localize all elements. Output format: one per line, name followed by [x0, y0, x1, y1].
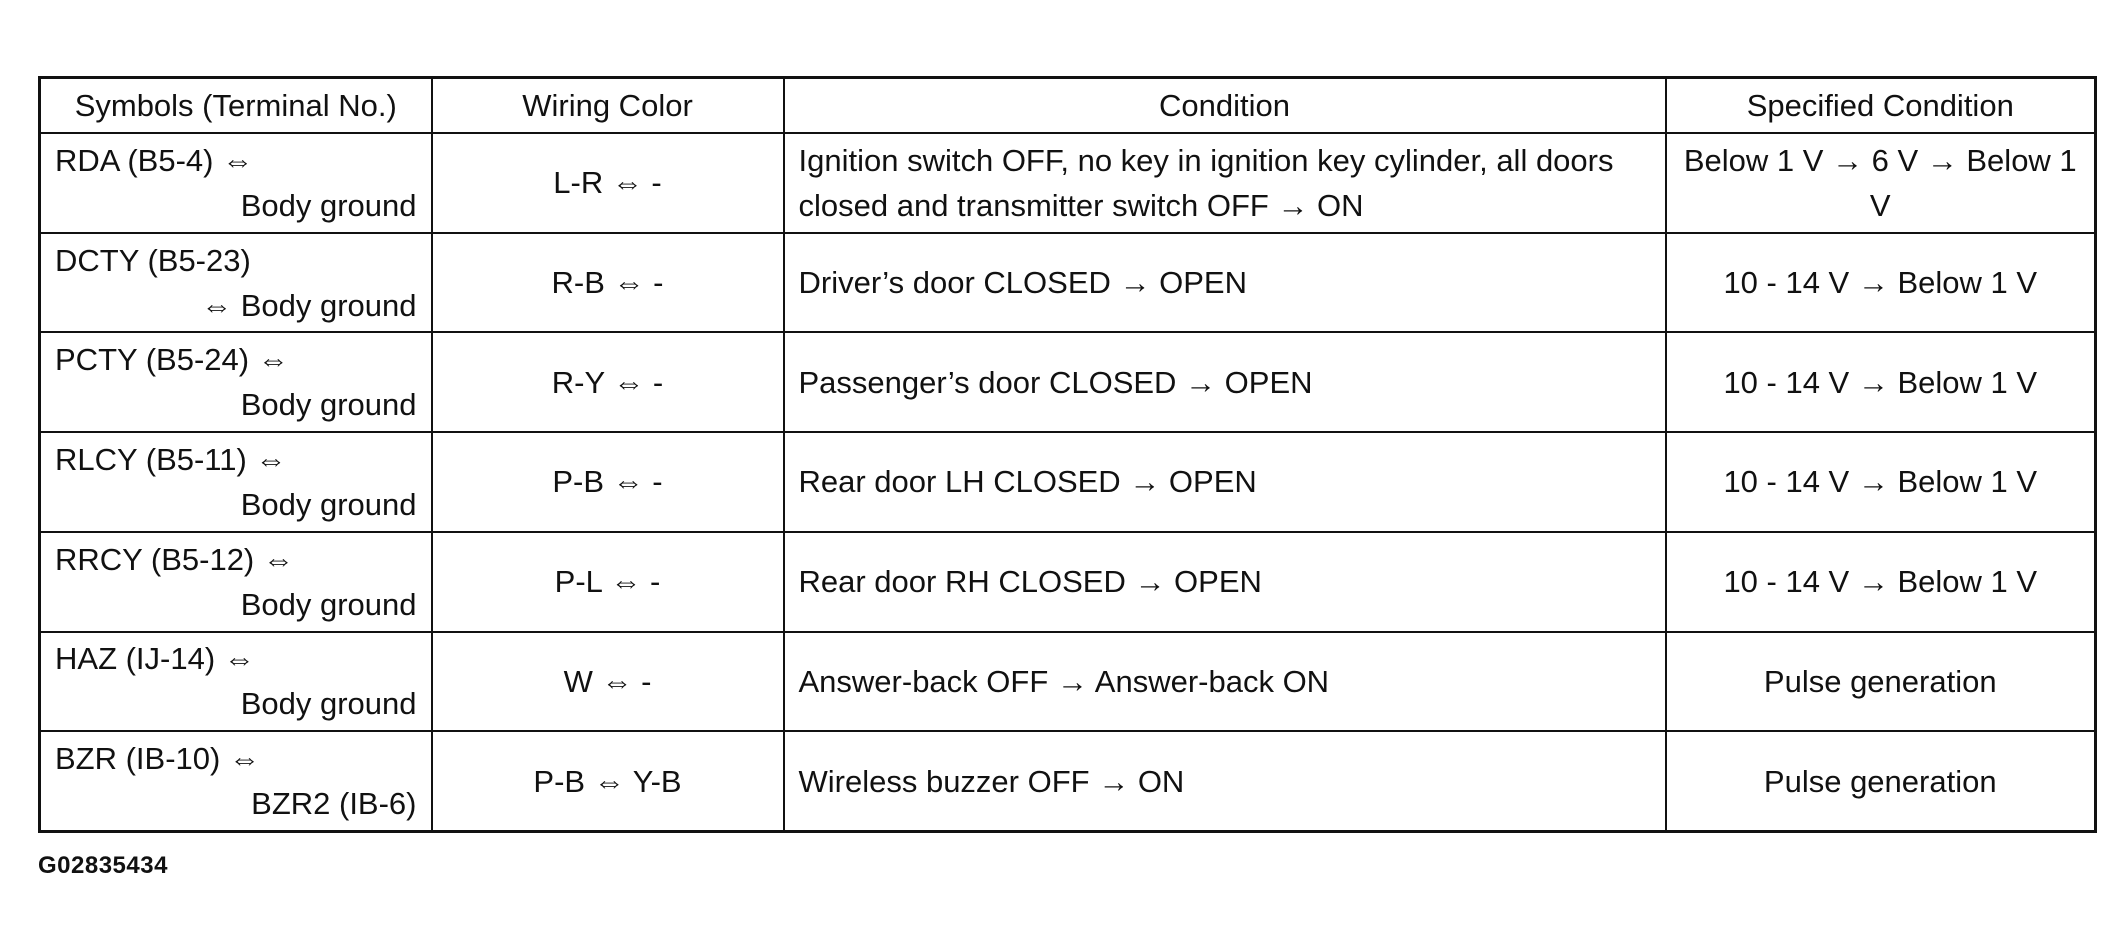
figure-id-label: G02835434 — [38, 852, 168, 879]
terminal-spec-table — [38, 76, 2097, 833]
specified-condition-cell: Below 1 V → 6 V → Below 1 V — [1666, 133, 2096, 233]
table-row — [40, 731, 2096, 831]
condition-cell: Rear door RH CLOSED → OPEN — [784, 532, 1666, 632]
condition-cell: Rear door LH CLOSED → OPEN — [784, 432, 1666, 532]
symbol-terminal: HAZ (IJ-14) ⇔ — [55, 641, 255, 677]
table-row — [40, 233, 2096, 333]
symbol-terminal: RDA (B5-4) ⇔ — [55, 142, 254, 178]
header-condition: Condition — [784, 78, 1666, 134]
condition-cell: Answer-back OFF → Answer-back ON — [784, 632, 1666, 732]
symbol-terminal: BZR (IB-10) ⇔ — [55, 741, 260, 777]
wiring-color-cell: R-Y ⇔ - — [432, 332, 784, 432]
specified-condition-cell: 10 - 14 V → Below 1 V — [1666, 233, 2096, 333]
wiring-color-cell: R-B ⇔ - — [432, 233, 784, 333]
table-row — [40, 632, 2096, 732]
table-header-row — [40, 78, 2096, 134]
symbol-cell — [40, 233, 432, 333]
symbol-ground: BZR2 (IB-6) — [251, 786, 417, 822]
header-symbols: Symbols (Terminal No.) — [40, 78, 432, 134]
condition-cell: Wireless buzzer OFF → ON — [784, 731, 1666, 831]
table-row — [40, 532, 2096, 632]
symbol-terminal: RRCY (B5-12) ⇔ — [55, 541, 294, 577]
symbol-ground: Body ground — [240, 586, 417, 622]
specified-condition-cell: 10 - 14 V → Below 1 V — [1666, 432, 2096, 532]
symbol-ground: ⇔ Body ground — [201, 287, 417, 323]
symbol-cell — [40, 332, 432, 432]
table-row — [40, 133, 2096, 233]
condition-cell: Passenger’s door CLOSED → OPEN — [784, 332, 1666, 432]
wiring-color-cell: L-R ⇔ - — [432, 133, 784, 233]
table-row — [40, 332, 2096, 432]
symbol-ground: Body ground — [240, 486, 417, 522]
wiring-color-cell: P-B ⇔ - — [432, 432, 784, 532]
symbol-cell — [40, 632, 432, 732]
specified-condition-cell: Pulse generation — [1666, 632, 2096, 732]
table-row — [40, 432, 2096, 532]
header-specified-condition: Specified Condition — [1666, 78, 2096, 134]
symbol-terminal: DCTY (B5-23) — [55, 242, 251, 278]
wiring-color-cell: W ⇔ - — [432, 632, 784, 732]
symbol-ground: Body ground — [240, 686, 417, 722]
symbol-cell — [40, 731, 432, 831]
condition-cell: Ignition switch OFF, no key in ignition key cylinder, all doors closed and transmitter switch OFF → ON — [784, 133, 1666, 233]
symbol-ground: Body ground — [240, 387, 417, 423]
symbol-cell — [40, 532, 432, 632]
symbol-ground: Body ground — [240, 187, 417, 223]
specified-condition-cell: 10 - 14 V → Below 1 V — [1666, 532, 2096, 632]
symbol-cell — [40, 133, 432, 233]
symbol-cell — [40, 432, 432, 532]
symbol-terminal: RLCY (B5-11) ⇔ — [55, 441, 287, 477]
specified-condition-cell: 10 - 14 V → Below 1 V — [1666, 332, 2096, 432]
condition-cell: Driver’s door CLOSED → OPEN — [784, 233, 1666, 333]
wiring-color-cell: P-L ⇔ - — [432, 532, 784, 632]
specified-condition-cell: Pulse generation — [1666, 731, 2096, 831]
wiring-color-cell: P-B ⇔ Y-B — [432, 731, 784, 831]
header-wiring-color: Wiring Color — [432, 78, 784, 134]
symbol-terminal: PCTY (B5-24) ⇔ — [55, 342, 289, 378]
